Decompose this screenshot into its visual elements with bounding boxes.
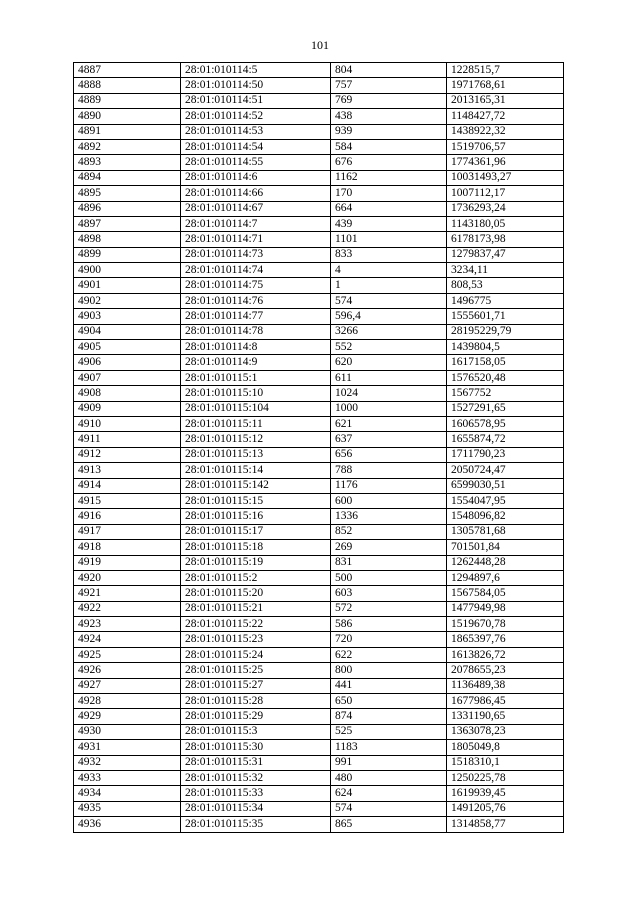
area-cell: 1176 [331, 478, 447, 493]
area-cell: 1162 [331, 170, 447, 185]
cadastral-number-cell: 28:01:010115:30 [181, 740, 331, 755]
cadastral-number-cell: 28:01:010114:66 [181, 186, 331, 201]
value-cell: 1736293,24 [447, 201, 564, 216]
cadastral-number-cell: 28:01:010115:29 [181, 709, 331, 724]
value-cell: 1519670,78 [447, 617, 564, 632]
table-row [74, 663, 564, 678]
cadastral-number-cell: 28:01:010115:19 [181, 555, 331, 570]
cadastral-number-cell: 28:01:010115:20 [181, 586, 331, 601]
row-number-cell: 4892 [74, 139, 181, 154]
row-number-cell: 4887 [74, 63, 181, 78]
row-number-cell: 4932 [74, 755, 181, 770]
cadastral-number-cell: 28:01:010115:27 [181, 678, 331, 693]
table-row [74, 524, 564, 539]
value-cell: 1305781,68 [447, 524, 564, 539]
table-row [74, 78, 564, 93]
table-row [74, 324, 564, 339]
cadastral-number-cell: 28:01:010115:18 [181, 540, 331, 555]
value-cell: 1279837,47 [447, 247, 564, 262]
table-row [74, 63, 564, 78]
area-cell: 852 [331, 524, 447, 539]
row-number-cell: 4930 [74, 724, 181, 739]
table-row [74, 555, 564, 570]
table-row [74, 740, 564, 755]
cadastral-number-cell: 28:01:010114:75 [181, 278, 331, 293]
table-row [74, 647, 564, 662]
cadastral-number-cell: 28:01:010114:54 [181, 139, 331, 154]
table-row [74, 124, 564, 139]
value-cell: 1711790,23 [447, 447, 564, 462]
row-number-cell: 4919 [74, 555, 181, 570]
table-row [74, 340, 564, 355]
table-row [74, 817, 564, 832]
row-number-cell: 4916 [74, 509, 181, 524]
area-cell: 664 [331, 201, 447, 216]
row-number-cell: 4899 [74, 247, 181, 262]
table-row [74, 386, 564, 401]
area-cell: 720 [331, 632, 447, 647]
value-cell: 1519706,57 [447, 139, 564, 154]
table-row [74, 617, 564, 632]
cadastral-number-cell: 28:01:010115:34 [181, 801, 331, 816]
cadastral-number-cell: 28:01:010114:7 [181, 216, 331, 231]
row-number-cell: 4924 [74, 632, 181, 647]
area-cell: 600 [331, 493, 447, 508]
row-number-cell: 4890 [74, 109, 181, 124]
table-row [74, 724, 564, 739]
area-cell: 572 [331, 601, 447, 616]
area-cell: 596,4 [331, 309, 447, 324]
area-cell: 624 [331, 786, 447, 801]
area-cell: 1000 [331, 401, 447, 416]
table-row [74, 478, 564, 493]
area-cell: 1101 [331, 232, 447, 247]
area-cell: 656 [331, 447, 447, 462]
value-cell: 1567584,05 [447, 586, 564, 601]
value-cell: 2013165,31 [447, 93, 564, 108]
value-cell: 1518310,1 [447, 755, 564, 770]
value-cell: 1655874,72 [447, 432, 564, 447]
value-cell: 1314858,77 [447, 817, 564, 832]
cadastral-number-cell: 28:01:010115:22 [181, 617, 331, 632]
row-number-cell: 4896 [74, 201, 181, 216]
area-cell: 804 [331, 63, 447, 78]
value-cell: 1363078,23 [447, 724, 564, 739]
area-cell: 833 [331, 247, 447, 262]
table-row [74, 601, 564, 616]
table-row [74, 509, 564, 524]
cadastral-number-cell: 28:01:010115:104 [181, 401, 331, 416]
cadastral-number-cell: 28:01:010115:15 [181, 493, 331, 508]
row-number-cell: 4929 [74, 709, 181, 724]
row-number-cell: 4934 [74, 786, 181, 801]
row-number-cell: 4928 [74, 694, 181, 709]
area-cell: 170 [331, 186, 447, 201]
row-number-cell: 4921 [74, 586, 181, 601]
cadastral-number-cell: 28:01:010115:24 [181, 647, 331, 662]
row-number-cell: 4889 [74, 93, 181, 108]
value-cell: 1548096,82 [447, 509, 564, 524]
row-number-cell: 4905 [74, 340, 181, 355]
row-number-cell: 4897 [74, 216, 181, 231]
area-cell: 552 [331, 340, 447, 355]
value-cell: 10031493,27 [447, 170, 564, 185]
area-cell: 622 [331, 647, 447, 662]
area-cell: 500 [331, 570, 447, 585]
value-cell: 1491205,76 [447, 801, 564, 816]
table-row [74, 416, 564, 431]
table-row [74, 401, 564, 416]
table-row [74, 263, 564, 278]
value-cell: 1774361,96 [447, 155, 564, 170]
row-number-cell: 4907 [74, 370, 181, 385]
cadastral-number-cell: 28:01:010114:74 [181, 263, 331, 278]
value-cell: 1294897,6 [447, 570, 564, 585]
area-cell: 586 [331, 617, 447, 632]
value-cell: 1677986,45 [447, 694, 564, 709]
cadastral-number-cell: 28:01:010115:23 [181, 632, 331, 647]
cadastral-number-cell: 28:01:010115:3 [181, 724, 331, 739]
area-cell: 676 [331, 155, 447, 170]
table-row [74, 170, 564, 185]
row-number-cell: 4936 [74, 817, 181, 832]
cadastral-number-cell: 28:01:010115:11 [181, 416, 331, 431]
cadastral-table [73, 62, 564, 833]
area-cell: 269 [331, 540, 447, 555]
value-cell: 6178173,98 [447, 232, 564, 247]
row-number-cell: 4910 [74, 416, 181, 431]
cadastral-number-cell: 28:01:010115:2 [181, 570, 331, 585]
row-number-cell: 4894 [74, 170, 181, 185]
row-number-cell: 4901 [74, 278, 181, 293]
area-cell: 991 [331, 755, 447, 770]
value-cell: 1805049,8 [447, 740, 564, 755]
row-number-cell: 4891 [74, 124, 181, 139]
value-cell: 1007112,17 [447, 186, 564, 201]
cadastral-number-cell: 28:01:010115:28 [181, 694, 331, 709]
value-cell: 1477949,98 [447, 601, 564, 616]
value-cell: 1136489,38 [447, 678, 564, 693]
table-row [74, 755, 564, 770]
value-cell: 1554047,95 [447, 493, 564, 508]
value-cell: 2050724,47 [447, 463, 564, 478]
cadastral-number-cell: 28:01:010114:76 [181, 293, 331, 308]
value-cell: 1619939,45 [447, 786, 564, 801]
table-row [74, 216, 564, 231]
row-number-cell: 4920 [74, 570, 181, 585]
value-cell: 6599030,51 [447, 478, 564, 493]
cadastral-number-cell: 28:01:010114:6 [181, 170, 331, 185]
cadastral-number-cell: 28:01:010115:16 [181, 509, 331, 524]
table-body [74, 63, 564, 833]
table-row [74, 770, 564, 785]
cadastral-number-cell: 28:01:010115:33 [181, 786, 331, 801]
cadastral-number-cell: 28:01:010114:52 [181, 109, 331, 124]
cadastral-number-cell: 28:01:010115:25 [181, 663, 331, 678]
table-row [74, 155, 564, 170]
cadastral-number-cell: 28:01:010115:14 [181, 463, 331, 478]
row-number-cell: 4915 [74, 493, 181, 508]
table-row [74, 232, 564, 247]
area-cell: 1183 [331, 740, 447, 755]
cadastral-number-cell: 28:01:010114:50 [181, 78, 331, 93]
cadastral-number-cell: 28:01:010115:35 [181, 817, 331, 832]
value-cell: 1438922,32 [447, 124, 564, 139]
table-row [74, 570, 564, 585]
table-row [74, 678, 564, 693]
cadastral-number-cell: 28:01:010114:71 [181, 232, 331, 247]
area-cell: 574 [331, 801, 447, 816]
row-number-cell: 4903 [74, 309, 181, 324]
table-row [74, 355, 564, 370]
table-row [74, 709, 564, 724]
area-cell: 611 [331, 370, 447, 385]
value-cell: 2078655,23 [447, 663, 564, 678]
area-cell: 480 [331, 770, 447, 785]
row-number-cell: 4927 [74, 678, 181, 693]
value-cell: 808,53 [447, 278, 564, 293]
row-number-cell: 4912 [74, 447, 181, 462]
cadastral-number-cell: 28:01:010114:8 [181, 340, 331, 355]
cadastral-number-cell: 28:01:010114:67 [181, 201, 331, 216]
cadastral-number-cell: 28:01:010114:77 [181, 309, 331, 324]
table-row [74, 447, 564, 462]
value-cell: 701501,84 [447, 540, 564, 555]
area-cell: 439 [331, 216, 447, 231]
table-row [74, 247, 564, 262]
table-row [74, 586, 564, 601]
table-row [74, 786, 564, 801]
area-cell: 603 [331, 586, 447, 601]
value-cell: 3234,11 [447, 263, 564, 278]
area-cell: 438 [331, 109, 447, 124]
cadastral-number-cell: 28:01:010114:9 [181, 355, 331, 370]
table-row [74, 186, 564, 201]
table-row [74, 293, 564, 308]
value-cell: 1439804,5 [447, 340, 564, 355]
value-cell: 1148427,72 [447, 109, 564, 124]
row-number-cell: 4914 [74, 478, 181, 493]
value-cell: 1496775 [447, 293, 564, 308]
cadastral-number-cell: 28:01:010115:13 [181, 447, 331, 462]
row-number-cell: 4933 [74, 770, 181, 785]
area-cell: 800 [331, 663, 447, 678]
value-cell: 1613826,72 [447, 647, 564, 662]
row-number-cell: 4926 [74, 663, 181, 678]
table-row [74, 801, 564, 816]
value-cell: 1971768,61 [447, 78, 564, 93]
area-cell: 584 [331, 139, 447, 154]
area-cell: 831 [331, 555, 447, 570]
row-number-cell: 4906 [74, 355, 181, 370]
table-row [74, 540, 564, 555]
value-cell: 1262448,28 [447, 555, 564, 570]
value-cell: 1567752 [447, 386, 564, 401]
cadastral-number-cell: 28:01:010115:17 [181, 524, 331, 539]
row-number-cell: 4911 [74, 432, 181, 447]
row-number-cell: 4908 [74, 386, 181, 401]
row-number-cell: 4904 [74, 324, 181, 339]
area-cell: 650 [331, 694, 447, 709]
value-cell: 1617158,05 [447, 355, 564, 370]
area-cell: 621 [331, 416, 447, 431]
table-row [74, 370, 564, 385]
value-cell: 1331190,65 [447, 709, 564, 724]
row-number-cell: 4913 [74, 463, 181, 478]
value-cell: 1143180,05 [447, 216, 564, 231]
row-number-cell: 4898 [74, 232, 181, 247]
value-cell: 1228515,7 [447, 63, 564, 78]
table-row [74, 493, 564, 508]
area-cell: 865 [331, 817, 447, 832]
row-number-cell: 4902 [74, 293, 181, 308]
cadastral-number-cell: 28:01:010114:55 [181, 155, 331, 170]
area-cell: 874 [331, 709, 447, 724]
area-cell: 1336 [331, 509, 447, 524]
table-row [74, 139, 564, 154]
value-cell: 1576520,48 [447, 370, 564, 385]
row-number-cell: 4935 [74, 801, 181, 816]
area-cell: 441 [331, 678, 447, 693]
row-number-cell: 4931 [74, 740, 181, 755]
area-cell: 788 [331, 463, 447, 478]
row-number-cell: 4917 [74, 524, 181, 539]
row-number-cell: 4895 [74, 186, 181, 201]
value-cell: 1606578,95 [447, 416, 564, 431]
row-number-cell: 4888 [74, 78, 181, 93]
value-cell: 1865397,76 [447, 632, 564, 647]
table-row [74, 694, 564, 709]
area-cell: 574 [331, 293, 447, 308]
area-cell: 757 [331, 78, 447, 93]
cadastral-number-cell: 28:01:010115:1 [181, 370, 331, 385]
row-number-cell: 4918 [74, 540, 181, 555]
cadastral-number-cell: 28:01:010115:32 [181, 770, 331, 785]
area-cell: 939 [331, 124, 447, 139]
table-row [74, 632, 564, 647]
table-row [74, 93, 564, 108]
cadastral-number-cell: 28:01:010115:12 [181, 432, 331, 447]
cadastral-number-cell: 28:01:010114:73 [181, 247, 331, 262]
row-number-cell: 4925 [74, 647, 181, 662]
table-row [74, 278, 564, 293]
area-cell: 637 [331, 432, 447, 447]
cadastral-number-cell: 28:01:010115:10 [181, 386, 331, 401]
table-row [74, 309, 564, 324]
cadastral-number-cell: 28:01:010115:31 [181, 755, 331, 770]
value-cell: 1527291,65 [447, 401, 564, 416]
cadastral-number-cell: 28:01:010114:78 [181, 324, 331, 339]
area-cell: 525 [331, 724, 447, 739]
row-number-cell: 4923 [74, 617, 181, 632]
row-number-cell: 4900 [74, 263, 181, 278]
cadastral-number-cell: 28:01:010114:5 [181, 63, 331, 78]
row-number-cell: 4909 [74, 401, 181, 416]
area-cell: 620 [331, 355, 447, 370]
area-cell: 3266 [331, 324, 447, 339]
table-row [74, 201, 564, 216]
area-cell: 4 [331, 263, 447, 278]
table-row [74, 463, 564, 478]
cadastral-number-cell: 28:01:010114:53 [181, 124, 331, 139]
value-cell: 28195229,79 [447, 324, 564, 339]
table-row [74, 109, 564, 124]
area-cell: 1024 [331, 386, 447, 401]
cadastral-number-cell: 28:01:010115:21 [181, 601, 331, 616]
row-number-cell: 4893 [74, 155, 181, 170]
value-cell: 1250225,78 [447, 770, 564, 785]
cadastral-number-cell: 28:01:010115:142 [181, 478, 331, 493]
cadastral-number-cell: 28:01:010114:51 [181, 93, 331, 108]
row-number-cell: 4922 [74, 601, 181, 616]
value-cell: 1555601,71 [447, 309, 564, 324]
area-cell: 1 [331, 278, 447, 293]
table-row [74, 432, 564, 447]
page-number: 101 [311, 38, 329, 52]
area-cell: 769 [331, 93, 447, 108]
